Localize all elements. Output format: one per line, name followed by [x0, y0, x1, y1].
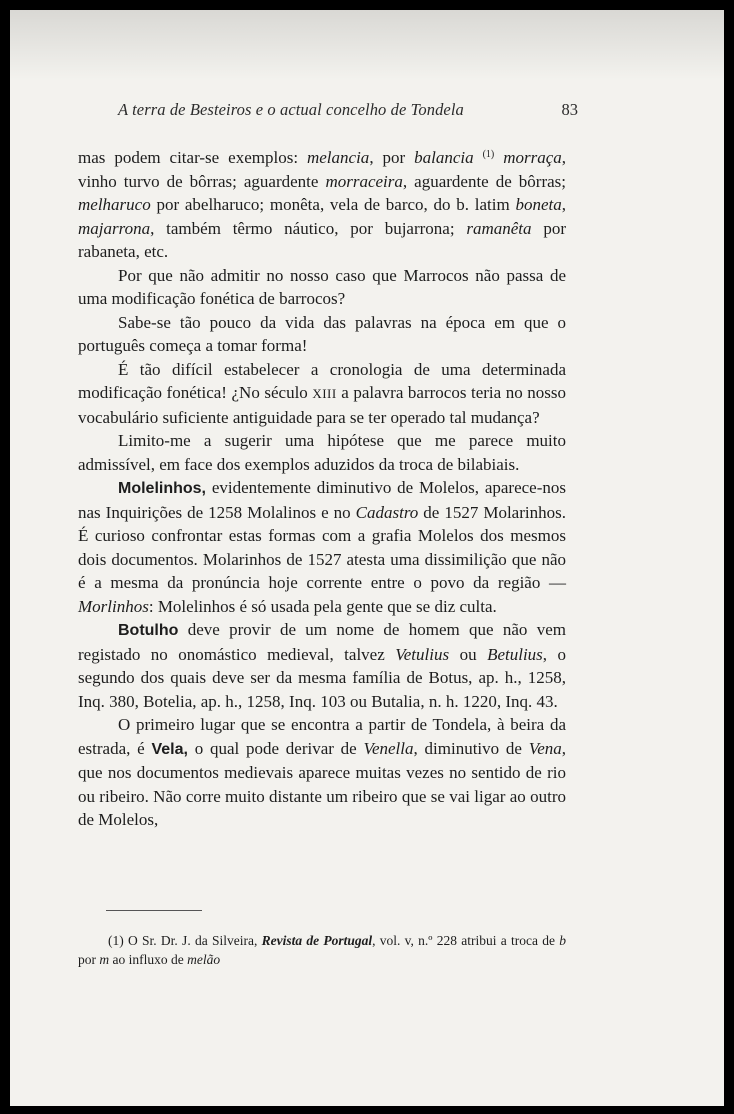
text-run: , vinho turvo de bôrras; aguardente	[78, 148, 566, 191]
paragraph-2: Por que não admitir no nosso caso que Marrocos não passa de uma modificação fonética de barrocos?	[78, 265, 566, 308]
italic-term: b	[559, 933, 567, 948]
paragraph-5: Limito-me a sugerir uma hipótese que me parece muito admissível, em face dos exemplos aduzidos da troca de bilabiais.	[78, 431, 566, 474]
text-run: O Sr. Dr. J. da Silveira,	[123, 933, 262, 948]
text-run: a palavra barrocos teria no nosso vocabulário suficiente antiguidade para se ter operado tal mudança?	[78, 383, 567, 427]
text-run: , diminutivo de	[413, 738, 529, 758]
text-run: O primeiro lugar que se encontra a partir de Tondela, à beira da estrada, é	[78, 715, 566, 758]
italic-term: morraceira	[325, 171, 403, 191]
italic-term: m	[99, 952, 110, 967]
bold-place-name: Botulho	[118, 622, 179, 639]
footnote-text	[78, 931, 566, 969]
italic-term: Vetulius	[395, 644, 450, 664]
italic-term: balancia	[414, 148, 474, 167]
italic-term: Betulius	[487, 644, 543, 664]
italic-term: melão	[187, 952, 221, 967]
century-numeral: XIII	[312, 386, 337, 401]
text-run: , aguardente de bôrras;	[402, 171, 566, 191]
footnote-ref[interactable]: (1)	[482, 149, 495, 160]
paragraph-4	[78, 358, 566, 430]
running-title: A terra de Besteiros e o actual concelho de Tondela	[118, 100, 464, 119]
footnote	[78, 931, 566, 969]
running-header	[10, 100, 724, 130]
text-run: por abelharuco; monêta, vela de barco, do b. latim	[150, 195, 516, 214]
text-run: o qual pode derivar de	[187, 738, 364, 758]
bold-place-name: Molelinhos,	[118, 480, 206, 497]
footnote-mark: (1)	[108, 933, 124, 948]
text-run: , também têrmo náutico, por bujarrona;	[150, 218, 467, 238]
text-run: por rabaneta, etc.	[78, 218, 566, 261]
italic-term: Morlinhos	[78, 596, 149, 616]
italic-term: ramanêta	[466, 218, 532, 238]
text-run: , que nos documentos medievais aparece muitas vezes no sentido de rio ou ribeiro. Não corre muito distante um ribeiro que se vai ligar ao outro de Molelos,	[78, 738, 566, 829]
italic-term: melharuco	[78, 195, 151, 214]
text-run: evidentemente diminutivo de Molelos, aparece-nos nas Inquirições de 1258 Molalinos e no	[78, 478, 566, 522]
text-run: É tão difícil estabelecer a cronologia de uma determinada modificação fonética! ¿No século	[78, 359, 566, 402]
text-run: : Molelinhos é só usada pela gente que se diz culta.	[148, 596, 497, 616]
text-run: ou	[449, 644, 488, 664]
paragraph-6	[78, 476, 566, 618]
body-text	[78, 143, 566, 832]
paragraph-7	[78, 618, 566, 713]
paragraph-1	[78, 143, 566, 264]
text-run: ,	[561, 195, 566, 214]
italic-term: Cadastro	[355, 502, 419, 522]
footnote-divider	[106, 910, 202, 911]
text-run: de 1527 Molarinhos. É curioso confrontar estas formas com a grafia Molelos dos mesmos dois documentos. Molarinhos de 1527 atesta uma dissimilição que não é a mesma da pronúncia hoje corrente entre o povo da região —	[78, 502, 566, 592]
italic-term: Venella	[363, 738, 414, 758]
text-run: , vol. v, n.º 228 atribui a troca de	[372, 933, 560, 948]
italic-term: majarrona	[78, 218, 151, 238]
text-run: , por	[369, 148, 415, 167]
italic-term: Vena	[528, 738, 562, 758]
journal-title: Revista de Portugal	[261, 933, 373, 948]
book-page	[10, 10, 724, 1106]
paragraph-3: Sabe-se tão pouco da vida das palavras na época em que o português começa a tomar forma!	[78, 312, 566, 355]
text-run: ao influxo de	[109, 952, 188, 967]
italic-term: morraça	[494, 148, 562, 167]
bold-place-name: Vela,	[151, 740, 188, 758]
page-number: 83	[561, 100, 578, 119]
italic-term: boneta	[515, 195, 562, 214]
paragraph-8	[78, 713, 566, 832]
text-run: por	[78, 952, 100, 967]
text-run: deve provir de um nome de homem que não vem registado no onomástico medieval, talvez	[78, 620, 566, 664]
text-run: mas podem citar-se exemplos:	[78, 148, 307, 167]
italic-term: melancia	[306, 148, 370, 167]
text-run: , o segundo dos quais deve ser da mesma família de Botus, ap. h., 1258, Inq. 380, Botelia, ap. h., 1258, Inq. 103 ou Butalia, n. h. 1220, Inq. 43.	[78, 644, 567, 711]
